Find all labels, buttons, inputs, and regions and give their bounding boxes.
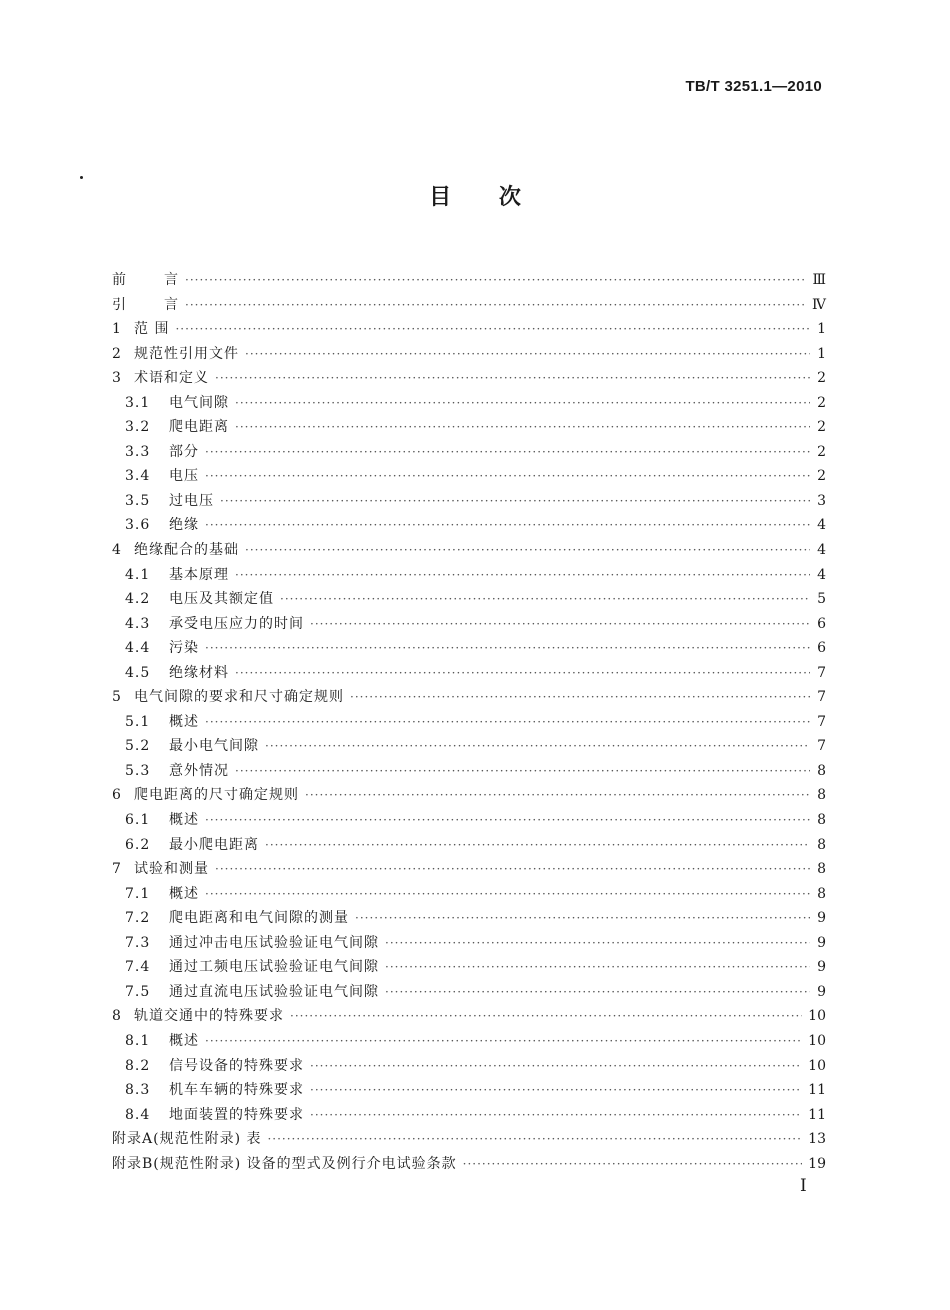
- toc-entry[interactable]: [112, 415, 826, 440]
- toc-entry-label: 绝缘材料: [169, 664, 229, 681]
- toc-entry-label: 通过直流电压试验验证电气间隙: [169, 983, 379, 1000]
- toc-entry[interactable]: [112, 317, 826, 342]
- toc-entry-page: 7: [817, 738, 826, 755]
- toc-entry-page: 9: [817, 910, 826, 927]
- toc-entry-label: 范 围: [134, 321, 170, 338]
- toc-entry[interactable]: [112, 563, 826, 588]
- toc-entry-number: 5: [112, 689, 121, 706]
- toc-leader-dots: [205, 513, 810, 538]
- toc-leader-dots: [205, 636, 810, 661]
- toc-leader-dots: [310, 612, 810, 637]
- toc-entry-page: 10: [808, 1008, 826, 1025]
- toc-leader-dots: [175, 317, 810, 342]
- toc-entry-label: 概述: [169, 885, 199, 902]
- toc-entry-label: 言: [164, 272, 179, 288]
- toc-entry-number: 7: [112, 861, 121, 878]
- toc-entry[interactable]: [112, 783, 826, 808]
- toc-entry-page: 3: [817, 492, 826, 509]
- toc-entry-label: 轨道交通中的特殊要求: [134, 1008, 284, 1025]
- toc-leader-dots: [185, 268, 806, 293]
- toc-entry[interactable]: [112, 1054, 826, 1079]
- toc-entry-label: 绝缘: [169, 517, 199, 534]
- toc-entry-label: 基本原理: [169, 566, 229, 583]
- toc-entry[interactable]: [112, 882, 826, 907]
- toc-entry[interactable]: [112, 1004, 826, 1029]
- toc-leader-dots: [385, 980, 810, 1005]
- toc-leader-dots: [235, 661, 810, 686]
- toc-entry-label: 污染: [169, 640, 199, 657]
- toc-entry[interactable]: [112, 366, 826, 391]
- toc-entry-number: 引: [112, 296, 126, 313]
- toc-entry[interactable]: [112, 342, 826, 367]
- toc-entry[interactable]: [112, 513, 826, 538]
- toc-leader-dots: [385, 931, 810, 956]
- toc-entry-label: 试验和测量: [134, 861, 209, 878]
- toc-entry[interactable]: [112, 685, 826, 710]
- toc-entry-number: 6.1: [125, 812, 151, 829]
- toc-entry[interactable]: [112, 955, 826, 980]
- toc-leader-dots: [235, 563, 810, 588]
- toc-leader-dots: [205, 882, 810, 907]
- toc-entry-page: 8: [817, 787, 826, 804]
- toc-leader-dots: [185, 293, 806, 318]
- toc-leader-dots: [215, 857, 810, 882]
- toc-entry-label: 通过冲击电压试验验证电气间隙: [169, 934, 379, 951]
- toc-leader-dots: [463, 1152, 803, 1177]
- toc-entry-label: 过电压: [169, 492, 214, 509]
- toc-entry-page: 11: [808, 1106, 826, 1123]
- toc-entry-page: 6: [817, 615, 826, 632]
- toc-entry[interactable]: [112, 612, 826, 637]
- toc-entry-label: 附录A(规范性附录) 表: [112, 1131, 262, 1148]
- toc-entry[interactable]: [112, 808, 826, 833]
- toc-entry-page: 7: [817, 689, 826, 706]
- toc-entry-label: 最小电气间隙: [169, 738, 259, 755]
- table-of-contents: [112, 268, 826, 1176]
- toc-entry-page: 9: [817, 934, 826, 951]
- toc-entry[interactable]: [112, 464, 826, 489]
- toc-entry[interactable]: [112, 1152, 826, 1177]
- toc-entry-label: 爬电距离: [169, 419, 229, 436]
- toc-entry-number: 2: [112, 345, 121, 362]
- toc-entry[interactable]: [112, 734, 826, 759]
- toc-entry[interactable]: [112, 1127, 826, 1152]
- toc-leader-dots: [355, 906, 810, 931]
- toc-leader-dots: [205, 440, 810, 465]
- toc-entry-page: 8: [817, 885, 826, 902]
- toc-entry-page: 4: [817, 517, 826, 534]
- toc-entry[interactable]: [112, 661, 826, 686]
- toc-leader-dots: [235, 391, 810, 416]
- toc-entry-number: 7.2: [125, 910, 151, 927]
- toc-entry[interactable]: [112, 1078, 826, 1103]
- toc-leader-dots: [310, 1078, 802, 1103]
- toc-leader-dots: [265, 734, 810, 759]
- toc-entry-label: 意外情况: [169, 762, 229, 779]
- toc-entry-page: 1: [817, 321, 826, 338]
- toc-entry-label: 电气间隙: [169, 394, 229, 411]
- toc-entry-label: 言: [164, 296, 179, 313]
- toc-leader-dots: [245, 538, 810, 563]
- toc-entry-number: 8: [112, 1008, 121, 1025]
- toc-entry-label: 规范性引用文件: [134, 345, 239, 362]
- toc-entry-number: 6.2: [125, 836, 151, 853]
- toc-leader-dots: [310, 1054, 802, 1079]
- toc-leader-dots: [215, 366, 810, 391]
- toc-entry-number: 1: [112, 321, 121, 338]
- toc-entry-label: 电气间隙的要求和尺寸确定规则: [134, 689, 344, 706]
- toc-entry-page: Ⅲ: [812, 272, 826, 288]
- toc-entry[interactable]: [112, 440, 826, 465]
- toc-entry-label: 爬电距离的尺寸确定规则: [134, 787, 299, 804]
- toc-entry[interactable]: [112, 391, 826, 416]
- toc-entry[interactable]: [112, 268, 826, 293]
- toc-entry-page: 7: [817, 713, 826, 730]
- toc-entry-page: 2: [817, 394, 826, 411]
- toc-entry-number: 8.1: [125, 1032, 151, 1049]
- toc-entry-number: 4.4: [125, 640, 151, 657]
- toc-entry-number: 3.4: [125, 468, 151, 485]
- toc-entry[interactable]: [112, 1103, 826, 1128]
- toc-entry[interactable]: [112, 833, 826, 858]
- toc-entry-number: 4.1: [125, 566, 151, 583]
- toc-entry-page: 10: [808, 1032, 826, 1049]
- toc-entry-number: 前: [112, 272, 126, 288]
- toc-entry-number: 3.5: [125, 492, 151, 509]
- toc-entry-number: 3.2: [125, 419, 151, 436]
- toc-entry-label: 信号设备的特殊要求: [169, 1057, 304, 1074]
- toc-entry-number: 4: [112, 542, 121, 559]
- toc-entry[interactable]: [112, 980, 826, 1005]
- toc-entry[interactable]: [112, 489, 826, 514]
- toc-entry-number: 7.5: [125, 983, 151, 1000]
- toc-entry-number: 7.1: [125, 885, 151, 902]
- toc-entry-page: 9: [817, 983, 826, 1000]
- toc-leader-dots: [280, 587, 810, 612]
- toc-entry-number: 5.1: [125, 713, 151, 730]
- toc-entry-page: 7: [817, 664, 826, 681]
- toc-entry-page: 13: [808, 1131, 826, 1148]
- toc-entry-label: 部分: [169, 443, 199, 460]
- toc-leader-dots: [305, 783, 810, 808]
- toc-entry-number: 8.4: [125, 1106, 151, 1123]
- toc-entry-page: 8: [817, 812, 826, 829]
- toc-entry-page: 8: [817, 861, 826, 878]
- toc-leader-dots: [235, 759, 810, 784]
- toc-entry-page: 1: [817, 345, 826, 362]
- toc-entry[interactable]: [112, 538, 826, 563]
- toc-entry-page: 4: [817, 542, 826, 559]
- toc-entry-label: 机车车辆的特殊要求: [169, 1082, 304, 1099]
- toc-entry-number: 7.3: [125, 934, 151, 951]
- toc-entry-label: 附录B(规范性附录) 设备的型式及例行介电试验条款: [112, 1155, 457, 1172]
- toc-entry[interactable]: [112, 857, 826, 882]
- toc-entry-number: 3.6: [125, 517, 151, 534]
- toc-entry-page: 2: [817, 443, 826, 460]
- toc-leader-dots: [205, 1029, 802, 1054]
- toc-entry-page: 2: [817, 419, 826, 436]
- toc-entry-page: 8: [817, 762, 826, 779]
- toc-entry-label: 爬电距离和电气间隙的测量: [169, 910, 349, 927]
- toc-entry-page: 11: [808, 1082, 826, 1099]
- toc-entry-label: 承受电压应力的时间: [169, 615, 304, 632]
- toc-leader-dots: [205, 464, 810, 489]
- toc-leader-dots: [385, 955, 810, 980]
- toc-entry-page: 19: [808, 1155, 826, 1172]
- toc-entry-page: 5: [817, 591, 826, 608]
- toc-entry-number: 3.3: [125, 443, 151, 460]
- toc-entry-number: 6: [112, 787, 121, 804]
- toc-entry-page: 8: [817, 836, 826, 853]
- toc-entry-number: 3.1: [125, 394, 151, 411]
- toc-entry-page: 4: [817, 566, 826, 583]
- toc-entry[interactable]: [112, 293, 826, 318]
- toc-entry-page: 10: [808, 1057, 826, 1074]
- toc-entry-page: 9: [817, 959, 826, 976]
- toc-leader-dots: [205, 808, 810, 833]
- scan-speck: [80, 176, 83, 179]
- toc-entry-label: 最小爬电距离: [169, 836, 259, 853]
- toc-entry-number: 4.2: [125, 591, 151, 608]
- toc-entry[interactable]: [112, 759, 826, 784]
- toc-entry-number: 4.3: [125, 615, 151, 632]
- toc-entry-label: 绝缘配合的基础: [134, 542, 239, 559]
- toc-entry-number: 8.2: [125, 1057, 151, 1074]
- toc-leader-dots: [350, 685, 810, 710]
- toc-leader-dots: [235, 415, 810, 440]
- toc-entry-page: 6: [817, 640, 826, 657]
- toc-entry-number: 3: [112, 370, 121, 387]
- toc-entry[interactable]: [112, 587, 826, 612]
- toc-entry[interactable]: [112, 931, 826, 956]
- toc-entry-number: 5.3: [125, 762, 151, 779]
- toc-leader-dots: [290, 1004, 802, 1029]
- page-folio: I: [800, 1176, 807, 1196]
- toc-entry[interactable]: [112, 710, 826, 735]
- toc-leader-dots: [310, 1103, 802, 1128]
- toc-entry-page: Ⅳ: [812, 296, 826, 313]
- toc-entry-label: 通过工频电压试验验证电气间隙: [169, 959, 379, 976]
- toc-leader-dots: [205, 710, 810, 735]
- page-title: 目 次: [429, 185, 521, 210]
- toc-entry-label: 术语和定义: [134, 370, 209, 387]
- standard-number: TB/T 3251.1—2010: [685, 78, 822, 95]
- toc-entry[interactable]: [112, 1029, 826, 1054]
- toc-entry-label: 地面装置的特殊要求: [169, 1106, 304, 1123]
- toc-entry-label: 概述: [169, 1032, 199, 1049]
- toc-leader-dots: [245, 342, 810, 367]
- toc-entry[interactable]: [112, 906, 826, 931]
- toc-leader-dots: [220, 489, 810, 514]
- toc-entry-number: 8.3: [125, 1082, 151, 1099]
- toc-entry[interactable]: [112, 636, 826, 661]
- toc-entry-number: 4.5: [125, 664, 151, 681]
- toc-entry-label: 电压: [169, 468, 199, 485]
- toc-leader-dots: [267, 1127, 802, 1152]
- toc-leader-dots: [265, 833, 810, 858]
- toc-entry-label: 电压及其额定值: [169, 591, 274, 608]
- toc-entry-number: 5.2: [125, 738, 151, 755]
- toc-entry-label: 概述: [169, 812, 199, 829]
- toc-entry-label: 概述: [169, 713, 199, 730]
- toc-entry-page: 2: [817, 468, 826, 485]
- toc-entry-page: 2: [817, 370, 826, 387]
- toc-entry-number: 7.4: [125, 959, 151, 976]
